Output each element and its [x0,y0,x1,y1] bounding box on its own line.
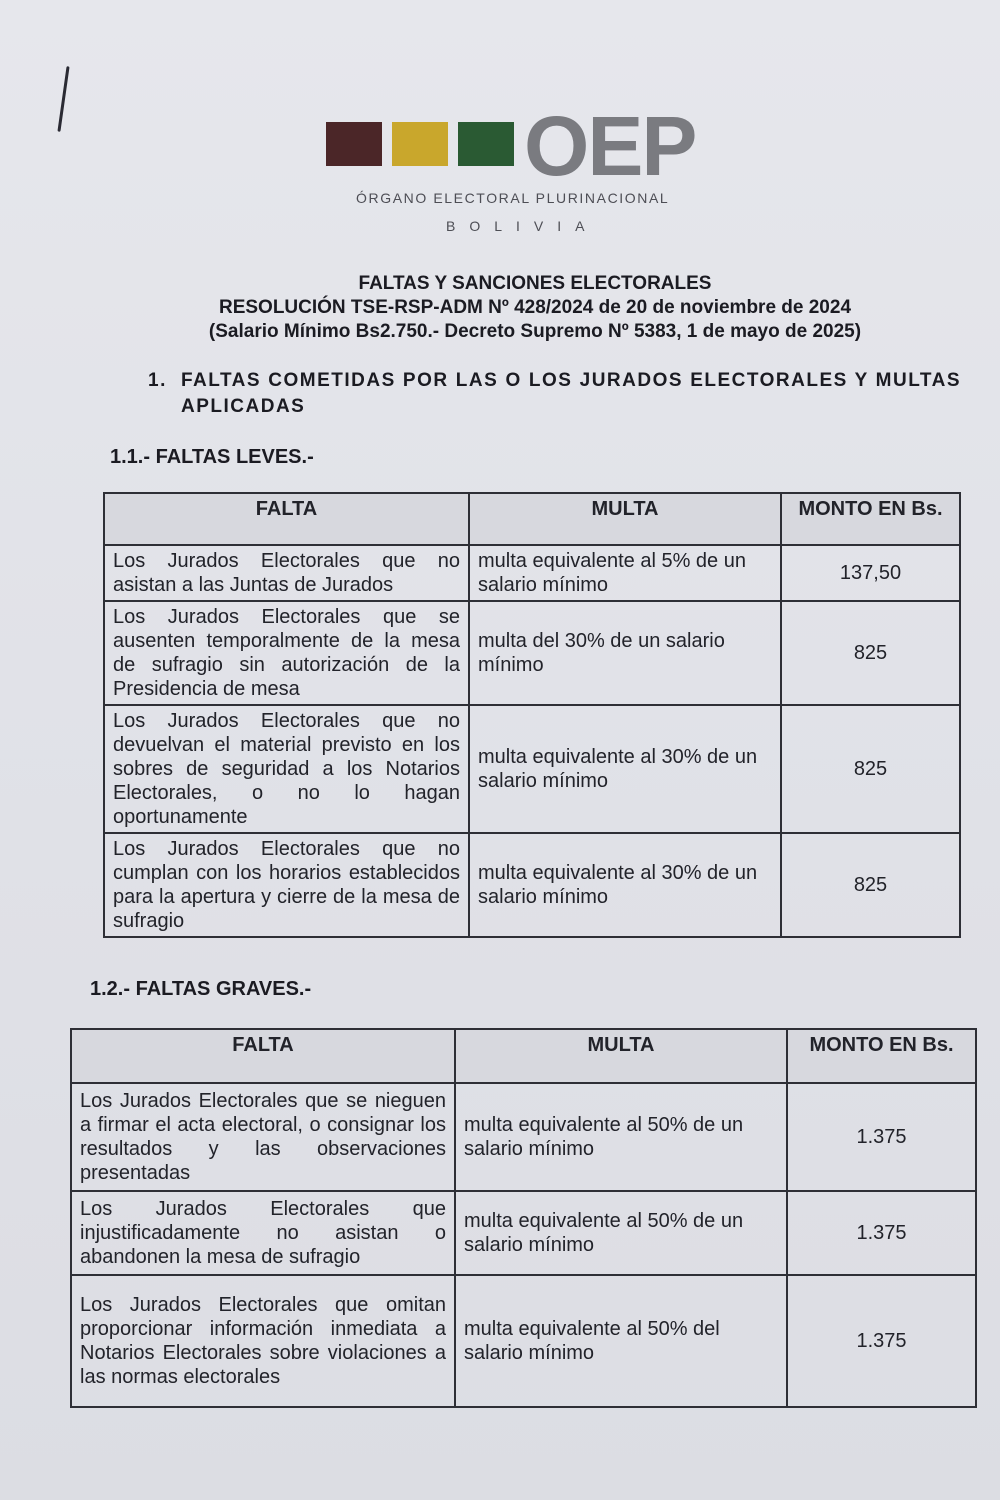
decree-line: (Salario Mínimo Bs2.750.- Decreto Supremo Nº 5383, 1 de mayo de 2025) [208,321,862,342]
pen-mark [57,66,69,132]
monto-cell: 825 [781,601,960,705]
document-header [150,272,920,344]
faltas-graves-heading: 1.2.- FALTAS GRAVES.- [90,978,312,1000]
header-falta: FALTA [104,493,469,545]
section-number: 1. [148,370,167,391]
monto-cell: 1.375 [787,1275,976,1407]
document-title: FALTAS Y SANCIONES ELECTORALES [358,273,712,294]
table-header-row [104,493,960,545]
falta-cell: Los Jurados Electorales que omitan proporcionar información inmediata a Notarios Electorales sobre violaciones a las normas electorales [71,1275,455,1407]
faltas-graves-table [70,1028,977,1408]
falta-cell: Los Jurados Electorales que injustificadamente no asistan o abandonen la mesa de sufragio [71,1191,455,1275]
monto-cell: 825 [781,705,960,833]
faltas-leves-heading: 1.1.- FALTAS LEVES.- [110,446,314,468]
resolution-line: RESOLUCIÓN TSE-RSP-ADM Nº 428/2024 de 20 de noviembre de 2024 [218,297,852,318]
monto-cell: 137,50 [781,545,960,601]
multa-cell: multa equivalente al 30% de un salario mínimo [469,705,781,833]
section-title: FALTAS COMETIDAS POR LAS O LOS JURADOS ELECTORALES Y MULTAS APLICADAS [181,370,961,417]
multa-cell: multa equivalente al 30% de un salario mínimo [469,833,781,937]
header-multa: MULTA [455,1029,787,1083]
falta-cell: Los Jurados Electorales que se ausenten temporalmente de la mesa de sufragio sin autorización de la Presidencia de mesa [104,601,469,705]
falta-cell: Los Jurados Electorales que no devuelvan el material previsto en los sobres de seguridad a los Notarios Electorales, o no lo hagan oportunamente [104,705,469,833]
multa-cell: multa equivalente al 50% de un salario mínimo [455,1083,787,1191]
logo-square-yellow [392,122,448,166]
monto-cell: 1.375 [787,1083,976,1191]
table-row [71,1083,976,1191]
header-monto: MONTO EN Bs. [781,493,960,545]
multa-cell: multa equivalente al 5% de un salario mínimo [469,545,781,601]
header-falta: FALTA [71,1029,455,1083]
header-multa: MULTA [469,493,781,545]
falta-cell: Los Jurados Electorales que se nieguen a firmar el acta electoral, o consignar los resultados y las observaciones presentadas [71,1083,455,1191]
multa-cell: multa equivalente al 50% del salario mínimo [455,1275,787,1407]
multa-cell: multa del 30% de un salario mínimo [469,601,781,705]
falta-cell: Los Jurados Electorales que no asistan a las Juntas de Jurados [104,545,469,601]
oep-logo [326,99,746,242]
logo-square-red [326,122,382,166]
monto-cell: 825 [781,833,960,937]
falta-cell: Los Jurados Electorales que no cumplan con los horarios establecidos para la apertura y cierre de la mesa de sufragio [104,833,469,937]
table-row [104,545,960,601]
table-row [104,833,960,937]
logo-square-green [458,122,514,166]
logo-wordmark: OEP [524,99,696,193]
logo-country: BOLIVIA [446,218,599,234]
monto-cell: 1.375 [787,1191,976,1275]
table-header-row [71,1029,976,1083]
table-row [104,705,960,833]
header-monto: MONTO EN Bs. [787,1029,976,1083]
table-row [104,601,960,705]
table-row [71,1275,976,1407]
multa-cell: multa equivalente al 50% de un salario mínimo [455,1191,787,1275]
table-row [71,1191,976,1275]
logo-subtitle: ÓRGANO ELECTORAL PLURINACIONAL [356,190,670,206]
faltas-leves-table [103,492,961,938]
